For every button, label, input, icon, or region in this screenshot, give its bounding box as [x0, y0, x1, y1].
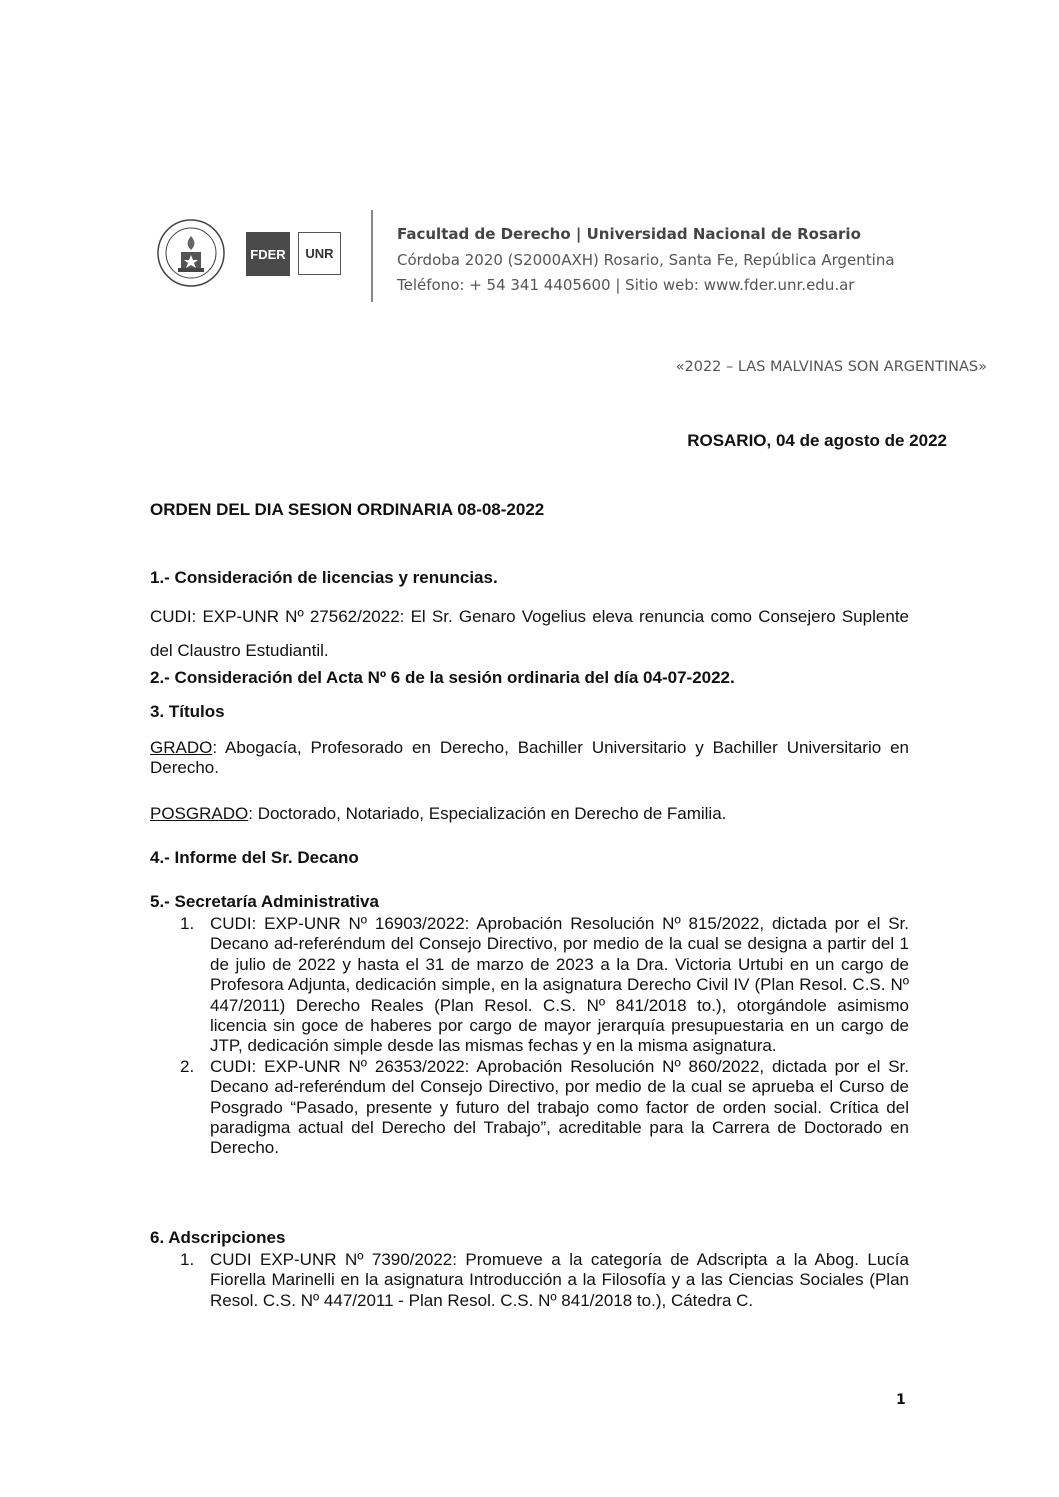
grado-label: GRADO: [150, 738, 213, 757]
section-5-heading: 5.- Secretaría Administrativa: [150, 892, 379, 911]
section-4-heading: 4.- Informe del Sr. Decano: [150, 848, 359, 867]
list-item: 1. CUDI: EXP-UNR Nº 16903/2022: Aprobación Resolución Nº 815/2022, dictada por el Sr. Decano ad-referéndum del Consejo Directivo, por medio de la cual se designa a partir del 1 de julio de 2022 y hasta el 31 de marzo de 2023 a la Dra. Victoria Urtubi en un cargo de Profesora Adjunta, dedicación simple, en la asignatura Derecho Civil IV (Plan Resol. C.S. Nº 447/2011) Derecho Reales (Plan Resol. C.S. Nº 841/2018 to.), otorgándole asimismo licencia sin goce de haberes por cargo de mayor jerarquía presupuestaria en un cargo de JTP, dedicación simple desde las mismas fechas y en la misma asignatura.: [180, 914, 909, 1056]
posgrado-text: : Doctorado, Notariado, Especialización en Derecho de Familia.: [248, 804, 727, 823]
agenda-title: ORDEN DEL DIA SESION ORDINARIA 08-08-2022: [150, 500, 545, 519]
institution-address: Córdoba 2020 (S2000AXH) Rosario, Santa Fe, República Argentina: [397, 251, 895, 269]
list-item: 2. CUDI: EXP-UNR Nº 26353/2022: Aprobación Resolución Nº 860/2022, dictada por el Sr. Decano ad-referéndum del Consejo Directivo, por medio de la cual se aprueba el Curso de Posgrado “Pasado, presente y futuro del trabajo como factor de orden social. Crítica del paradigma actual del Derecho del Trabajo”, acreditable para la Carrera de Doctorado en Derecho.: [180, 1056, 909, 1158]
fder-logo: FDER: [246, 232, 290, 276]
section-1-text: CUDI: EXP-UNR Nº 27562/2022: El Sr. Genaro Vogelius eleva renuncia como Consejero Suplente del Claustro Estudiantil.: [150, 607, 909, 660]
university-seal-logo: [155, 212, 227, 294]
section-1-heading: 1.- Consideración de licencias y renuncias.: [150, 568, 498, 587]
institution-contact: Teléfono: + 54 341 4405600 | Sitio web: www.fder.unr.edu.ar: [397, 276, 855, 294]
posgrado-label: POSGRADO: [150, 804, 249, 823]
motto: «2022 – LAS MALVINAS SON ARGENTINAS»: [675, 359, 987, 375]
header-divider: [371, 210, 373, 302]
place-date: ROSARIO, 04 de agosto de 2022: [687, 431, 947, 450]
page-number: 1: [896, 1392, 906, 1408]
institution-name: Facultad de Derecho | Universidad Nacional de Rosario: [397, 225, 861, 243]
section-6-heading: 6. Adscripciones: [150, 1228, 286, 1247]
unr-logo: UNR: [298, 232, 341, 275]
grado-paragraph: [150, 738, 909, 779]
section-6-list: [150, 1250, 909, 1311]
section-2-heading: 2.- Consideración del Acta Nº 6 de la sesión ordinaria del día 04-07-2022.: [150, 668, 735, 687]
section-3-heading: 3. Títulos: [150, 702, 225, 721]
grado-text: : Abogacía, Profesorado en Derecho, Bachiller Universitario y Bachiller Universitario en Derecho.: [150, 738, 909, 778]
section-5-list: [150, 914, 909, 1159]
list-item: 1. CUDI EXP-UNR Nº 7390/2022: Promueve a la categoría de Adscripta a la Abog. Lucía Fiorella Marinelli en la asignatura Introducción a la Filosofía y a las Ciencias Sociales (Plan Resol. C.S. Nº 447/2011 - Plan Resol. C.S. Nº 841/2018 to.), Cátedra C.: [180, 1250, 909, 1310]
posgrado-paragraph: [150, 804, 909, 824]
